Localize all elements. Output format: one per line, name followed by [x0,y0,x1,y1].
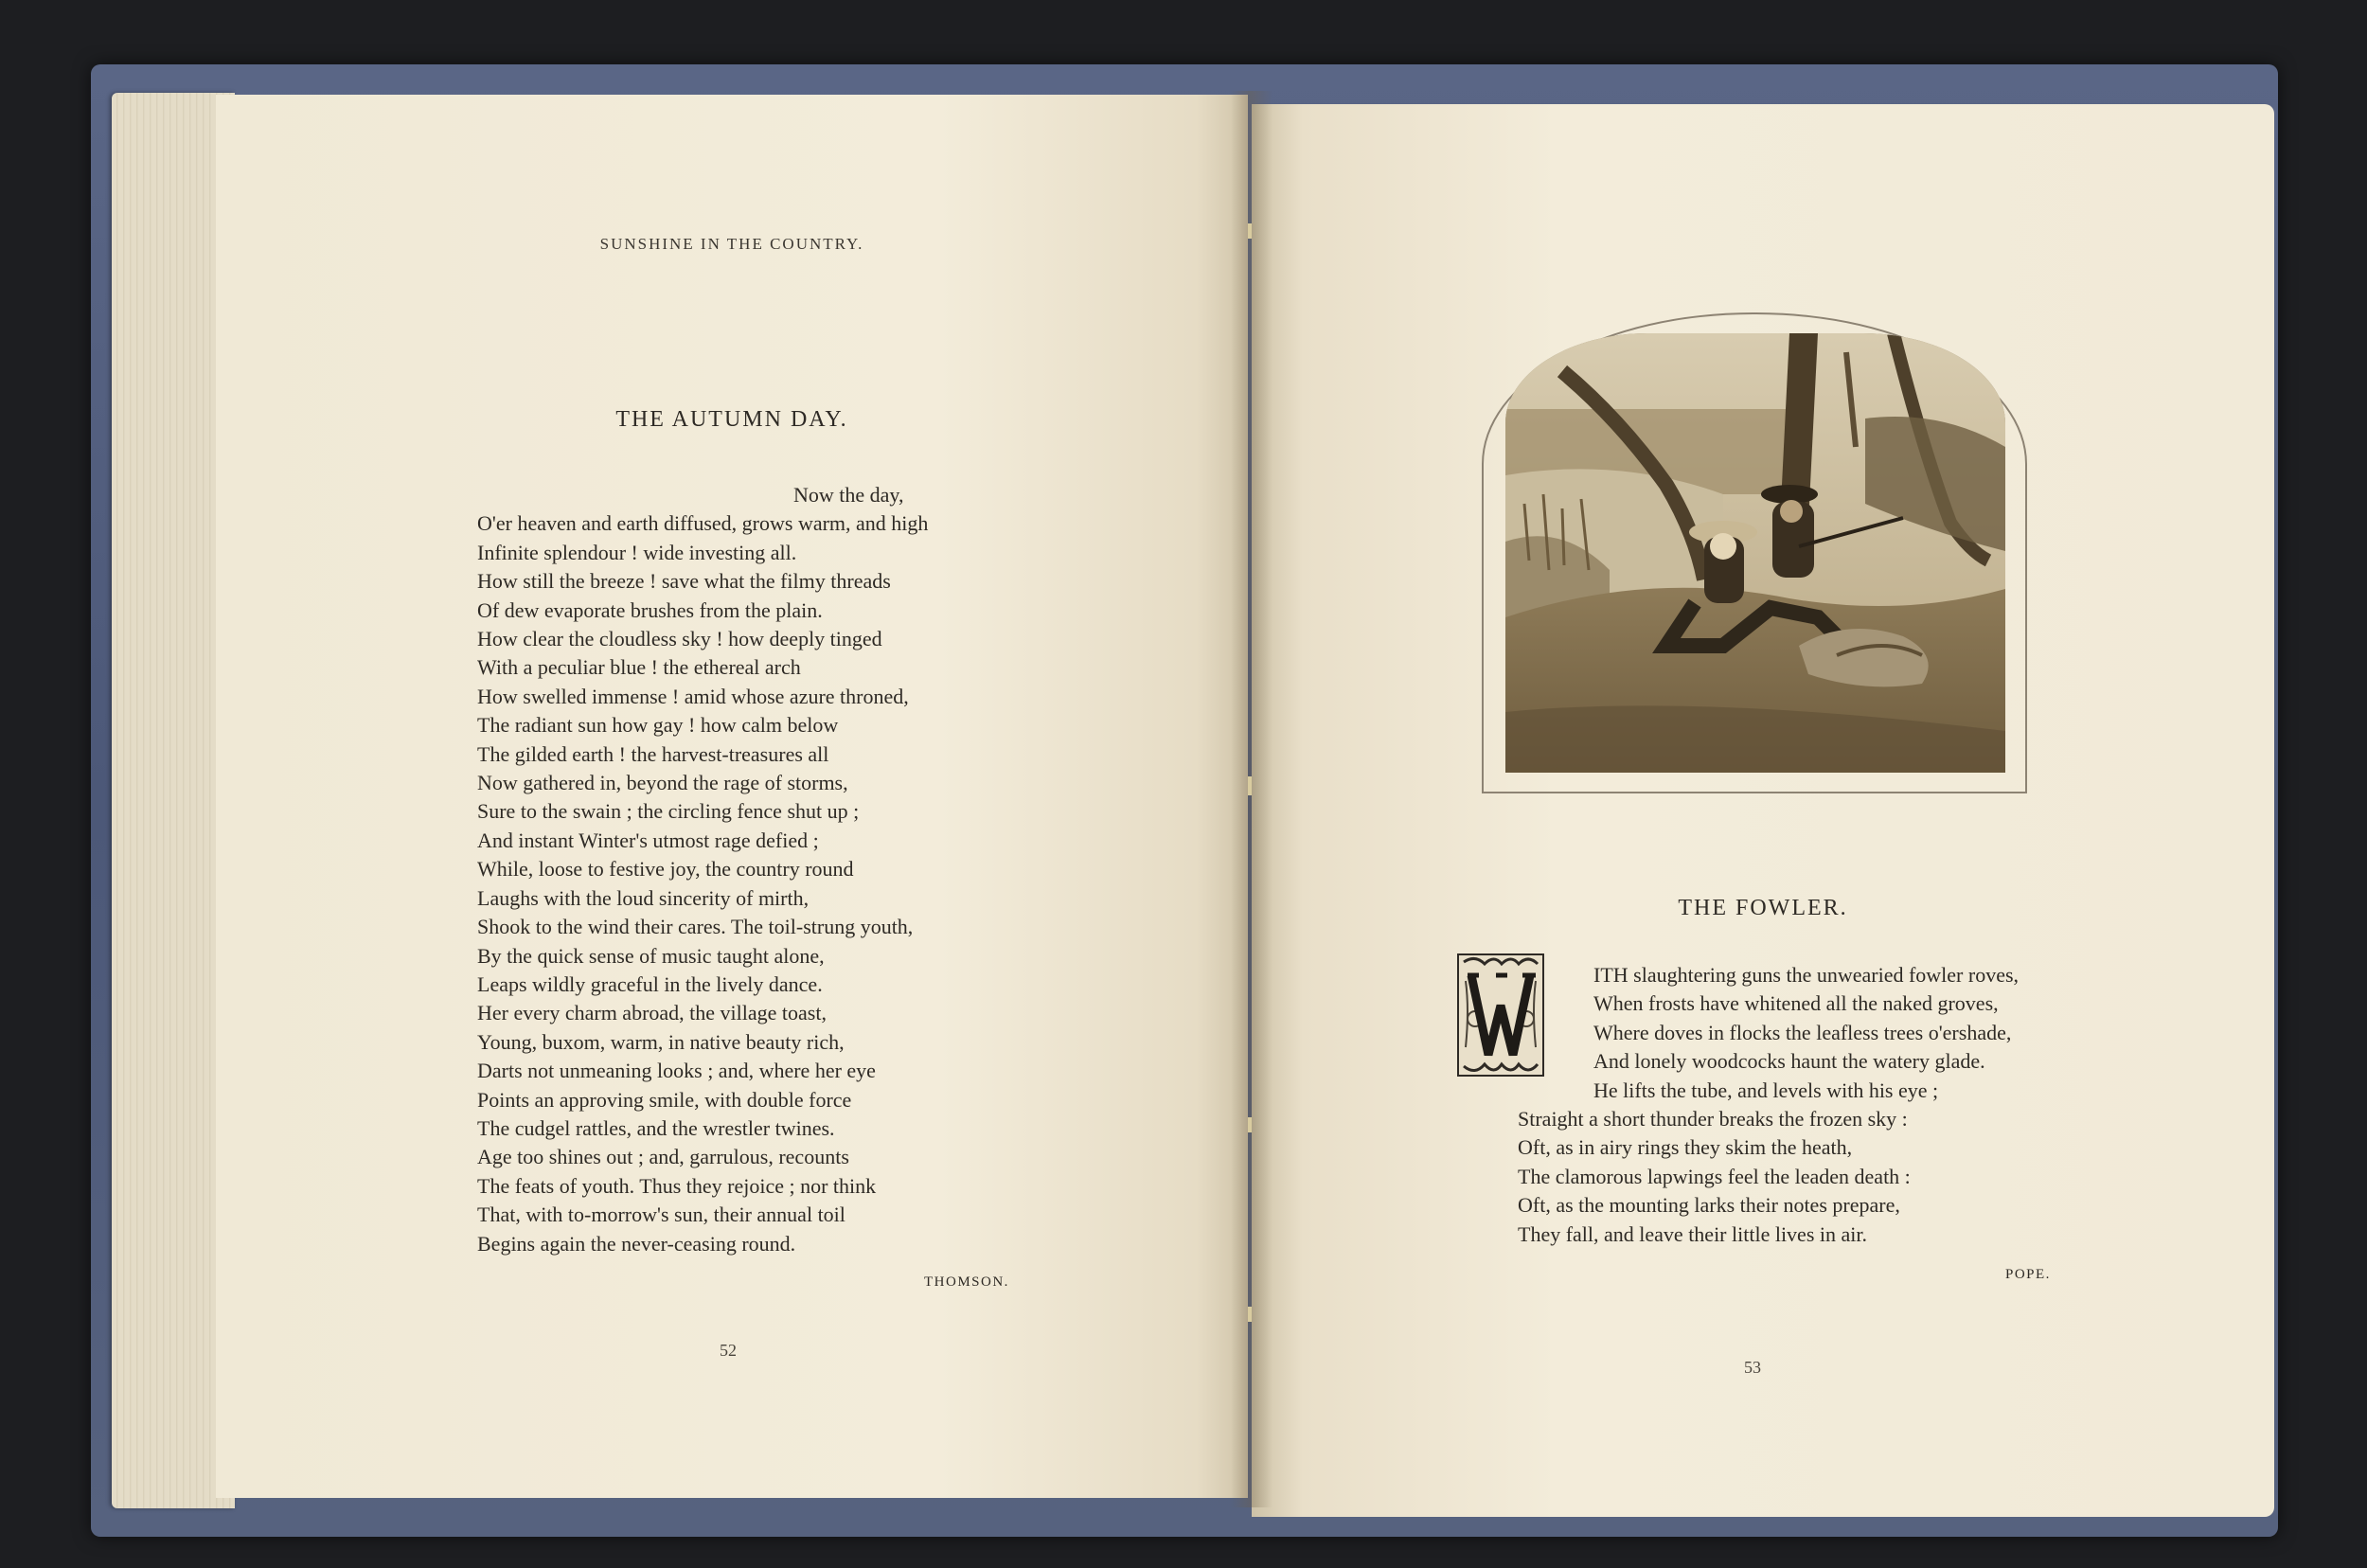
verse-line: The cudgel rattles, and the wrestler twines. [477,1115,835,1140]
verse-line: ITH slaughtering guns the unwearied fowler roves, [1593,963,2020,987]
verse-line: Darts not unmeaning looks ; and, where her eye [477,1059,876,1083]
binding-thread [1248,776,1252,795]
verse-line: Points an approving smile, with double force [477,1087,852,1112]
left-page [216,95,1248,1498]
verse-line: How still the breeze ! save what the filmy threads [477,569,891,594]
fowler-verse [1518,961,2019,1249]
verse-line: He lifts the tube, and levels with his eye ; [1593,1078,1939,1102]
verse-line: With a peculiar blue ! the ethereal arch [477,655,801,680]
verse-line: And instant Winter's utmost rage defied ; [477,828,819,852]
verse-line: While, loose to festive joy, the country round [477,857,854,882]
verse-line: Straight a short thunder breaks the frozen sky : [1518,1107,1908,1131]
autumn-day-verse [477,481,928,1258]
verse-line: Now gathered in, beyond the rage of storms, [477,771,848,795]
verse-line: The gilded earth ! the harvest-treasures all [477,741,829,766]
verse-line: Laughs with the loud sincerity of mirth, [477,885,810,910]
author-thomson: THOMSON. [924,1274,1009,1290]
binding-thread [1248,1307,1252,1322]
verse-line: Leaps wildly graceful in the lively dance. [477,971,823,996]
verse-line: Now the day, [793,483,904,507]
running-head: SUNSHINE IN THE COUNTRY. [599,235,864,253]
verse-line: Oft, as the mounting larks their notes prepare, [1518,1193,1900,1218]
binding-thread [1248,1117,1252,1132]
page-number-left: 52 [720,1341,737,1360]
verse-line: They fall, and leave their little lives in air. [1518,1221,1867,1246]
verse-line: By the quick sense of music taught alone, [477,943,825,968]
page-number-right: 53 [1744,1358,1761,1377]
verse-line: The clamorous lapwings feel the leaden death : [1518,1164,1911,1188]
verse-line: Shook to the wind their cares. The toil-strung youth, [477,915,914,939]
verse-line: Oft, as in airy rings they skim the heath, [1518,1135,1853,1160]
author-pope: POPE. [2005,1267,2051,1282]
poem-title-autumn-day: THE AUTUMN DAY. [615,407,848,432]
verse-line: And lonely woodcocks haunt the watery glade. [1593,1049,1985,1074]
verse-line: Young, buxom, warm, in native beauty rich, [477,1029,845,1054]
verse-line: Begins again the never-ceasing round. [477,1231,796,1256]
verse-line: The feats of youth. Thus they rejoice ; nor think [477,1173,877,1198]
binding-thread [1248,223,1252,239]
hunters-photograph-icon [1505,333,2005,773]
verse-line: The radiant sun how gay ! how calm below [477,713,839,738]
verse-line: O'er heaven and earth diffused, grows warm, and high [477,511,929,536]
verse-line: That, with to-morrow's sun, their annual toil [477,1203,845,1227]
verse-line: How clear the cloudless sky ! how deeply tinged [477,627,882,651]
verse-line: Of dew evaporate brushes from the plain. [477,597,823,622]
verse-line: How swelled immense ! amid whose azure throned, [477,684,909,708]
verse-line: Her every charm abroad, the village toast, [477,1001,827,1025]
verse-line: Infinite splendour ! wide investing all. [477,540,797,564]
verse-line: Sure to the swain ; the circling fence shut up ; [477,799,860,824]
verse-line: Age too shines out ; and, garrulous, recounts [477,1145,849,1169]
book-gutter [1231,91,1272,1507]
poem-title-fowler: THE FOWLER. [1678,896,1848,920]
verse-line: When frosts have whitened all the naked groves, [1593,991,1999,1016]
verse-line: Where doves in flocks the leafless trees o'ershade, [1593,1020,2012,1044]
